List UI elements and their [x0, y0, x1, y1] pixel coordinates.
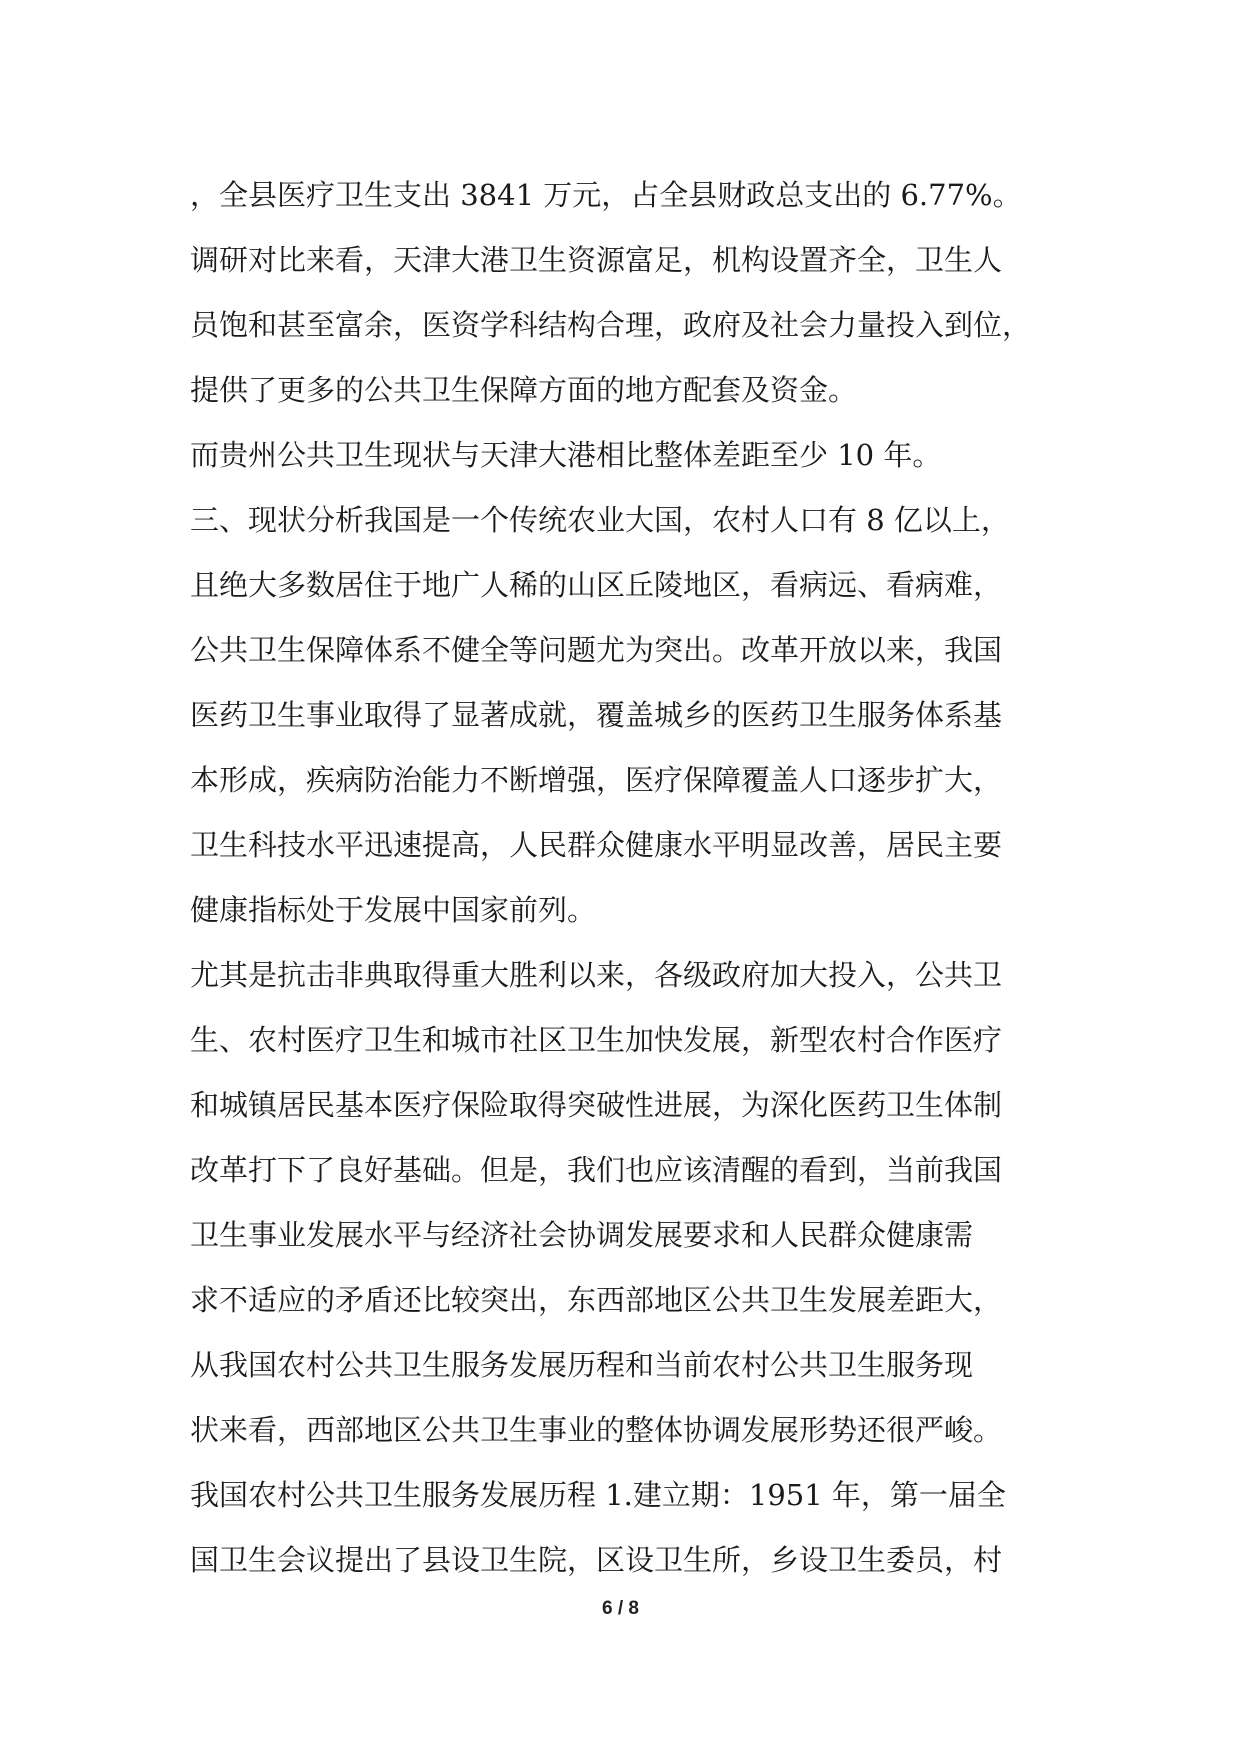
text-line: 医药卫生事业取得了显著成就，覆盖城乡的医药卫生服务体系基 [190, 698, 1003, 732]
text-line: ，全县医疗卫生支出 3841 万元，占全县财政总支出的 6.77%。 [190, 178, 1022, 212]
text-line: 且绝大多数居住于地广人稀的山区丘陵地区，看病远、看病难， [190, 568, 1003, 602]
text-line: 健康指标处于发展中国家前列。 [190, 893, 597, 927]
text-line: 我国农村公共卫生服务发展历程 1.建立期：1951 年，第一届全 [190, 1478, 1006, 1512]
text-line: 国卫生会议提出了县设卫生院，区设卫生所，乡设卫生委员，村 [190, 1543, 1003, 1577]
text-line: 卫生事业发展水平与经济社会协调发展要求和人民群众健康需 [190, 1218, 974, 1252]
text-line: 三、现状分析我国是一个传统农业大国，农村人口有 8 亿以上， [190, 503, 1010, 537]
text-line: 公共卫生保障体系不健全等问题尤为突出。改革开放以来，我国 [190, 633, 1003, 667]
text-line: 生、农村医疗卫生和城市社区卫生加快发展，新型农村合作医疗 [190, 1023, 1003, 1057]
text-line: 员饱和甚至富余，医资学科结构合理，政府及社会力量投入到位， [190, 308, 1032, 342]
text-line: 从我国农村公共卫生服务发展历程和当前农村公共卫生服务现 [190, 1348, 974, 1382]
text-line: 尤其是抗击非典取得重大胜利以来，各级政府加大投入，公共卫 [190, 958, 1003, 992]
text-line: 和城镇居民基本医疗保险取得突破性进展，为深化医药卫生体制 [190, 1088, 1003, 1122]
text-line: 改革打下了良好基础。但是，我们也应该清醒的看到，当前我国 [190, 1153, 1003, 1187]
body-text [190, 163, 1090, 1593]
text-line: 调研对比来看，天津大港卫生资源富足，机构设置齐全，卫生人 [190, 243, 1003, 277]
text-line: 卫生科技水平迅速提高，人民群众健康水平明显改善，居民主要 [190, 828, 1003, 862]
text-line: 求不适应的矛盾还比较突出，东西部地区公共卫生发展差距大， [190, 1283, 1003, 1317]
text-line: 提供了更多的公共卫生保障方面的地方配套及资金。 [190, 373, 858, 407]
text-line: 而贵州公共卫生现状与天津大港相比整体差距至少 10 年。 [190, 438, 942, 472]
text-line: 本形成，疾病防治能力不断增强，医疗保障覆盖人口逐步扩大， [190, 763, 1003, 797]
text-line: 状来看，西部地区公共卫生事业的整体协调发展形势还很严峻。 [190, 1413, 1003, 1447]
page-number: 6 / 8 [602, 1598, 639, 1619]
